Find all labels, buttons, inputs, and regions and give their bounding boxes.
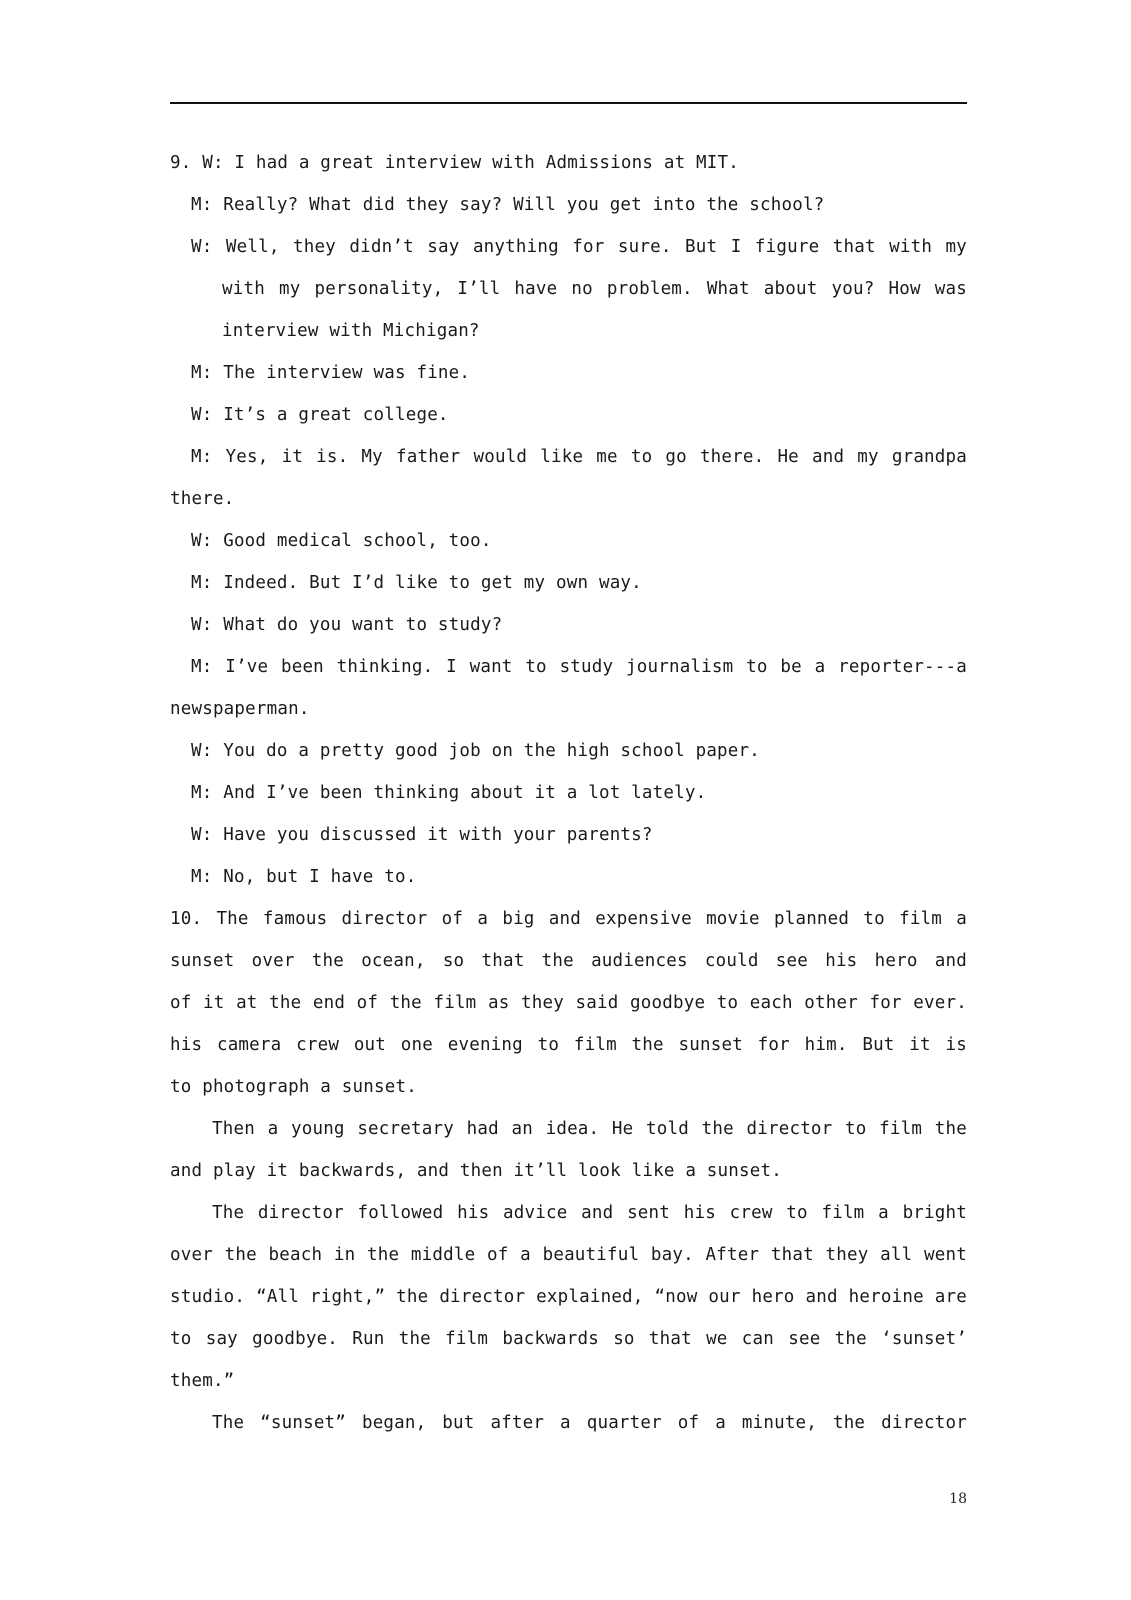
text-line: 10. The famous director of a big and expensive movie planned to film a (170, 909, 967, 929)
text-line: there. (170, 489, 235, 509)
text-line: studio. “All right,” the director explained, “now our hero and heroine are (170, 1287, 967, 1307)
text-line: W: You do a pretty good job on the high school paper. (191, 741, 761, 761)
text-line: The director followed his advice and sent his crew to film a bright (212, 1203, 967, 1223)
text-line: W: Well, they didn’t say anything for sure. But I figure that with my (191, 237, 967, 257)
text-line: W: Good medical school, too. (191, 531, 492, 551)
text-line: to photograph a sunset. (170, 1077, 417, 1097)
header-rule (170, 102, 967, 104)
text-line: W: Have you discussed it with your parents? (191, 825, 653, 845)
text-line: newspaperman. (170, 699, 310, 719)
text-line: sunset over the ocean, so that the audiences could see his hero and (170, 951, 967, 971)
text-line: M: No, but I have to. (191, 867, 417, 887)
text-line: M: Really? What did they say? Will you get into the school? (191, 195, 825, 215)
text-line: M: Yes, it is. My father would like me to go there. He and my grandpa (191, 447, 967, 467)
text-line: M: The interview was fine. (191, 363, 471, 383)
text-line: Then a young secretary had an idea. He told the director to film the (212, 1119, 967, 1139)
document-body (170, 142, 967, 1444)
text-line: W: What do you want to study? (191, 615, 503, 635)
text-line: W: It’s a great college. (191, 405, 449, 425)
text-line: and play it backwards, and then it’ll look like a sunset. (170, 1161, 782, 1181)
text-line: over the beach in the middle of a beautiful bay. After that they all went (170, 1245, 967, 1265)
text-line: them.” (170, 1371, 235, 1391)
text-line: M: And I’ve been thinking about it a lot lately. (191, 783, 707, 803)
text-line: 9. W: I had a great interview with Admissions at MIT. (170, 153, 740, 173)
text-line: M: Indeed. But I’d like to get my own way. (191, 573, 642, 593)
text-line: with my personality, I’ll have no problem. What about you? How was (222, 279, 967, 299)
text-line: his camera crew out one evening to film the sunset for him. But it is (170, 1035, 967, 1055)
text-line: to say goodbye. Run the film backwards so that we can see the ‘sunset’ (170, 1329, 967, 1349)
text-line: The “sunset” began, but after a quarter of a minute, the director (212, 1413, 967, 1433)
page-number: 18 (949, 1491, 967, 1507)
text-line: interview with Michigan? (222, 321, 480, 341)
text-line: M: I’ve been thinking. I want to study journalism to be a reporter---a (191, 657, 967, 677)
text-line: of it at the end of the film as they said goodbye to each other for ever. (170, 993, 967, 1013)
